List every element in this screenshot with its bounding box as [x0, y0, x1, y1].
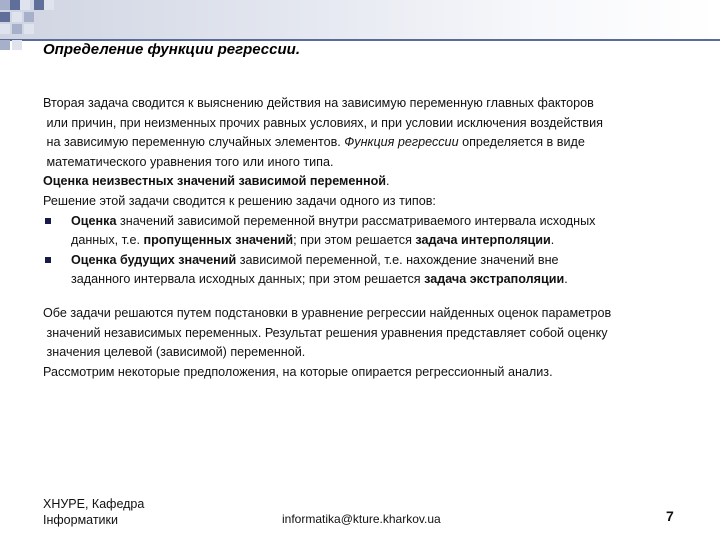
bullet-square-icon [45, 218, 51, 224]
text-line: данных, т.е. [71, 233, 144, 248]
slide-body [43, 94, 693, 382]
page-number: 7 [666, 508, 674, 524]
term-interpolation: задача интерполяции [415, 233, 551, 248]
text-line: Вторая задача сводится к выяснению действия на зависимую переменную главных факторов [43, 96, 594, 110]
text-line: ; при этом решается [293, 233, 416, 248]
list-item [43, 251, 693, 290]
text-line: значения целевой (зависимой) переменной. [46, 345, 306, 360]
text-line: зависимой переменной, т.е. нахождение значений вне [236, 252, 559, 267]
text-line: заданного интервала исходных данных; при этом решается [71, 272, 425, 287]
punctuation: . [386, 174, 390, 189]
footer-organization [43, 496, 144, 528]
section-heading: Оценка неизвестных значений зависимой переменной [43, 174, 387, 189]
text-line: на зависимую переменную случайных элементов. [46, 135, 345, 150]
paragraph-2 [43, 172, 693, 192]
paragraph-1 [43, 94, 693, 172]
punctuation: . [550, 233, 555, 248]
paragraph-4 [43, 304, 693, 363]
footer-email: informatika@kture.kharkov.ua [282, 512, 441, 526]
footer-org-line: ХНУРЕ, Кафедра [43, 497, 145, 511]
term-estimate: Оценка [71, 213, 117, 228]
term-regression-function: Функция регрессии [344, 135, 459, 150]
text-line: определяется в виде [458, 135, 585, 150]
text-line: значений независимых переменных. Результат решения уравнения представляет собой оценку [46, 325, 608, 340]
term-extrapolation: задача экстраполяции [424, 272, 565, 287]
list-item [43, 212, 693, 251]
paragraph-5: Рассмотрим некоторые предположения, на которые опирается регрессионный анализ. [43, 364, 553, 379]
bullet-square-icon [45, 257, 51, 263]
paragraph-3: Решение этой задачи сводится к решению задачи одного из типов: [43, 193, 436, 208]
term-future-estimate: Оценка будущих значений [71, 252, 237, 267]
footer-org-line: Інформатики [43, 513, 118, 527]
punctuation: . [564, 272, 568, 287]
header-band [0, 0, 720, 40]
text-line: значений зависимой переменной внутри рассматриваемого интервала исходных [116, 213, 596, 228]
text-line: математического уравнения того или иного типа. [46, 154, 334, 169]
term-missing-values: пропущенных значений [143, 233, 294, 248]
text-line: или причин, при неизменных прочих равных условиях, и при условии исключения воздействия [46, 115, 603, 130]
text-line: Обе задачи решаются путем подстановки в уравнение регрессии найденных оценок параметров [43, 305, 612, 320]
slide-title: Определение функции регрессии. [43, 41, 300, 58]
